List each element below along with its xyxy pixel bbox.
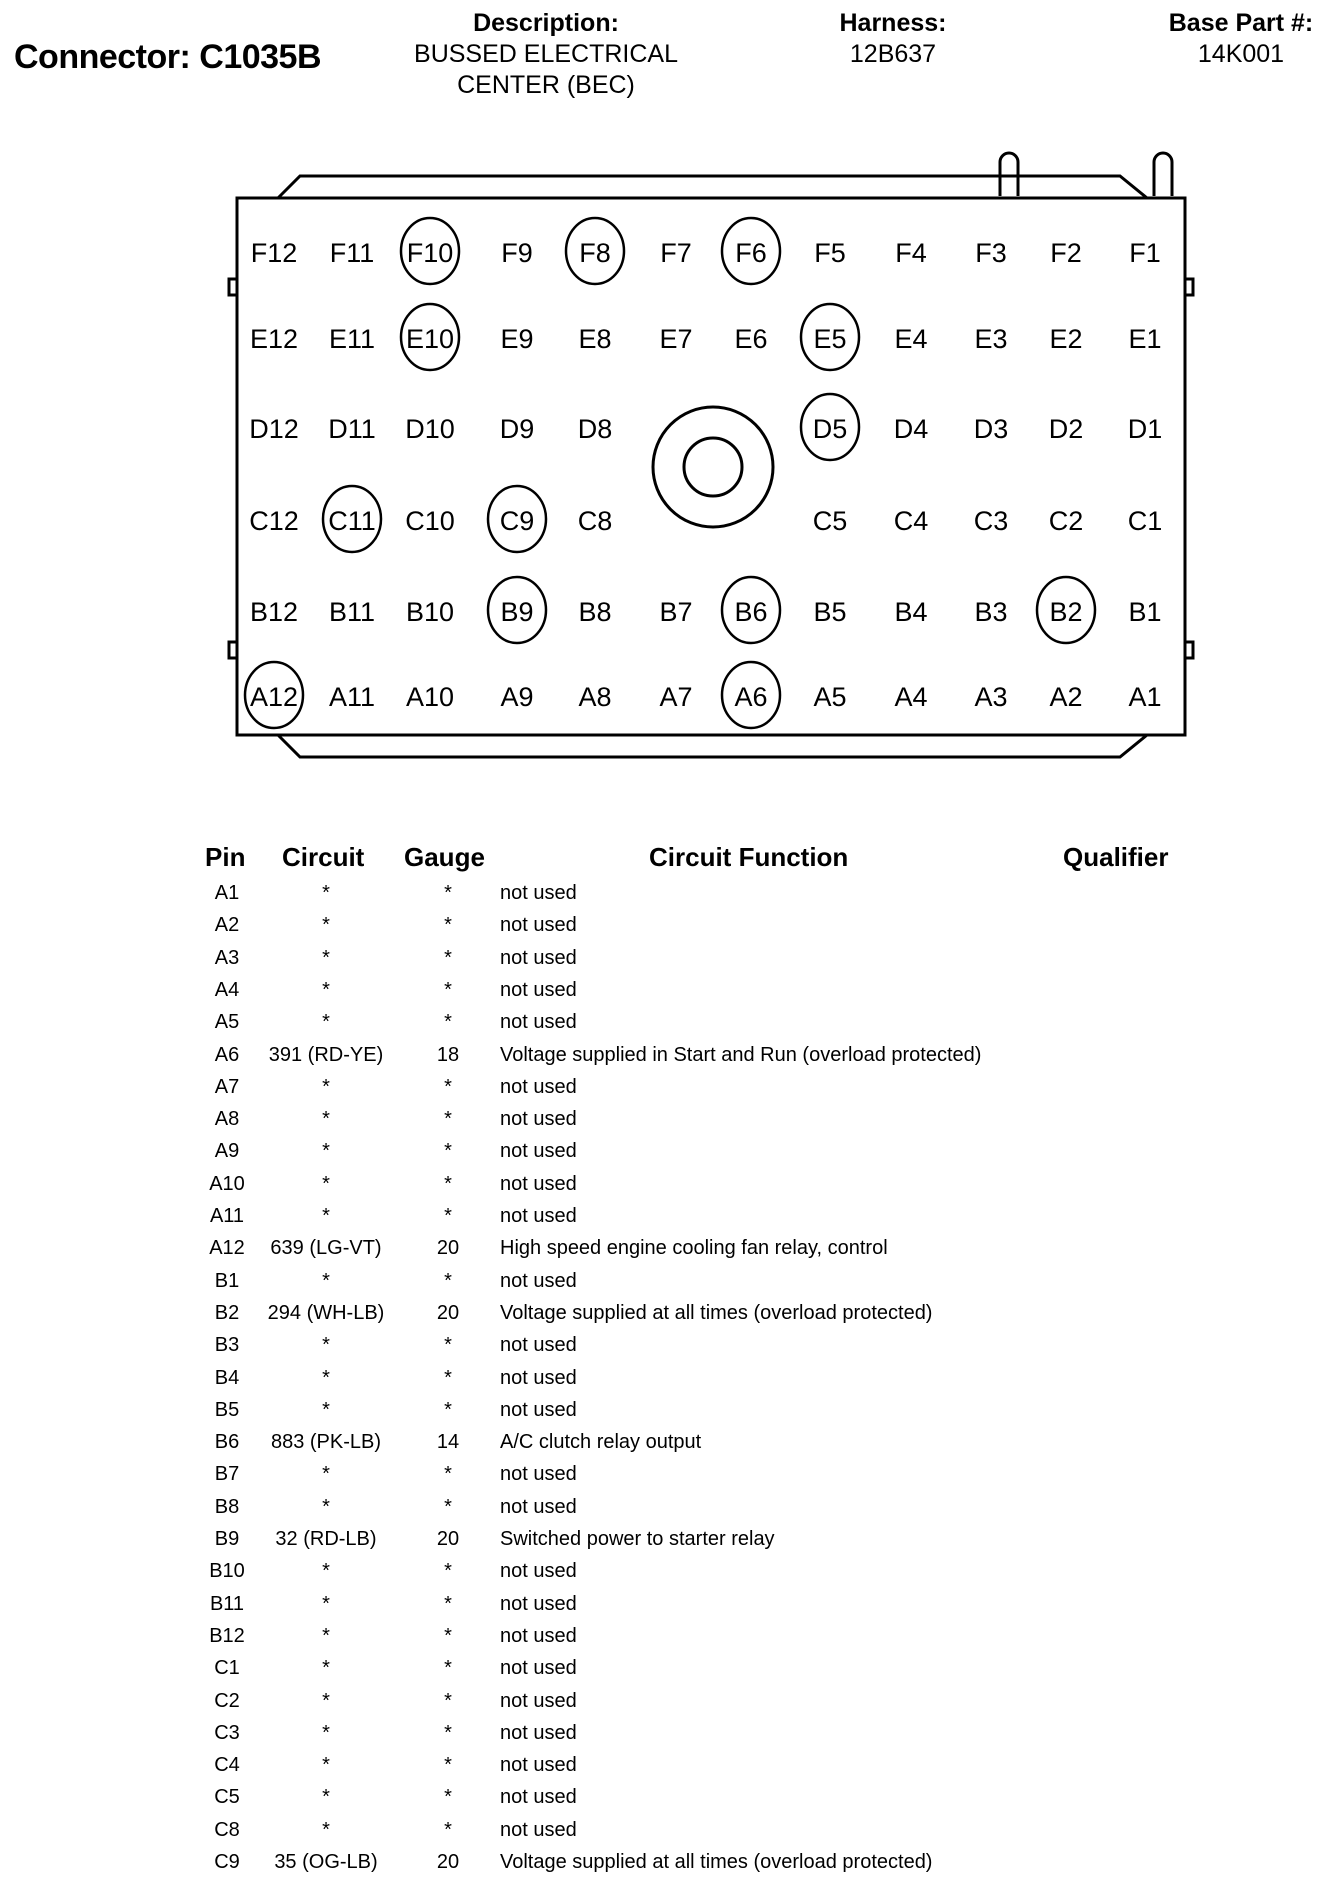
pin-label-a8: A8 bbox=[578, 682, 612, 712]
cell-function: not used bbox=[500, 1721, 577, 1744]
pin-label-d12: D12 bbox=[249, 414, 299, 444]
pin-label-d9: D9 bbox=[499, 414, 535, 444]
table-row bbox=[0, 1815, 1328, 1847]
cell-function: not used bbox=[500, 978, 577, 1001]
table-row bbox=[0, 1459, 1328, 1491]
pin-label-c1: C1 bbox=[1127, 506, 1163, 536]
cell-gauge: * bbox=[444, 914, 452, 937]
cell-function: not used bbox=[500, 1657, 577, 1680]
housing-bottom-rail bbox=[278, 735, 1147, 757]
latch-tab-2 bbox=[1154, 153, 1172, 196]
cell-pin: B11 bbox=[209, 1592, 245, 1615]
table-row bbox=[0, 1395, 1328, 1427]
cell-function: not used bbox=[500, 1172, 577, 1195]
pin-label-e12: E12 bbox=[249, 324, 299, 354]
cell-gauge: * bbox=[444, 1108, 452, 1131]
pin-label-a12: A12 bbox=[249, 682, 299, 712]
cell-function: not used bbox=[500, 1754, 577, 1777]
cell-pin: A11 bbox=[209, 1205, 245, 1227]
col-header-gauge: Gauge bbox=[404, 842, 485, 872]
cell-gauge: * bbox=[444, 978, 452, 1001]
cell-gauge: * bbox=[444, 882, 452, 904]
pin-label-f2: F2 bbox=[1050, 238, 1082, 268]
cell-function: not used bbox=[500, 1592, 577, 1615]
pin-label-f9: F9 bbox=[501, 238, 533, 268]
pin-label-c3: C3 bbox=[973, 506, 1009, 536]
pin-label-e2: E2 bbox=[1049, 324, 1083, 354]
pin-label-d10: D10 bbox=[405, 414, 455, 444]
cell-function: Voltage supplied in Start and Run (overload protected) bbox=[500, 1043, 982, 1066]
cell-gauge: * bbox=[444, 1140, 452, 1163]
cell-pin: A8 bbox=[214, 1108, 240, 1131]
cell-pin: A4 bbox=[214, 978, 240, 1001]
pin-label-a6: A6 bbox=[734, 682, 768, 712]
cell-function: not used bbox=[500, 1334, 577, 1357]
pin-label-c9: C9 bbox=[499, 506, 535, 536]
table-row bbox=[0, 1686, 1328, 1718]
cell-function: not used bbox=[500, 1205, 577, 1227]
pin-label-f12: F12 bbox=[250, 238, 298, 268]
cell-gauge: 20 bbox=[436, 1851, 460, 1873]
cell-circuit: 883 (PK-LB) bbox=[270, 1431, 382, 1454]
cell-gauge: * bbox=[444, 1786, 452, 1809]
cell-pin: A10 bbox=[209, 1172, 245, 1195]
base-part-value: 14K001 bbox=[1197, 40, 1285, 68]
cell-circuit: * bbox=[322, 1495, 330, 1518]
pin-label-d3: D3 bbox=[973, 414, 1009, 444]
cell-gauge: * bbox=[444, 1398, 452, 1421]
cell-function: not used bbox=[500, 882, 577, 904]
cell-gauge: * bbox=[444, 1754, 452, 1777]
cell-gauge: * bbox=[444, 1721, 452, 1744]
table-row bbox=[0, 1136, 1328, 1168]
cell-gauge: * bbox=[444, 1592, 452, 1615]
cell-pin: B3 bbox=[214, 1334, 240, 1357]
pin-label-e9: E9 bbox=[500, 324, 534, 354]
cell-gauge: 20 bbox=[436, 1528, 460, 1550]
cell-circuit: * bbox=[322, 978, 330, 1001]
cell-circuit: * bbox=[322, 1560, 330, 1583]
cell-gauge: * bbox=[444, 1205, 452, 1227]
side-tab-right-bottom bbox=[1185, 642, 1193, 658]
table-row bbox=[0, 1847, 1328, 1879]
cell-function: Switched power to starter relay bbox=[500, 1528, 775, 1550]
connector-title: Connector: C1035B bbox=[14, 38, 322, 76]
pin-label-b6: B6 bbox=[734, 597, 768, 627]
pin-label-b12: B12 bbox=[249, 597, 299, 627]
cell-gauge: * bbox=[444, 1689, 452, 1712]
cell-circuit: * bbox=[322, 1366, 330, 1389]
cell-function: not used bbox=[500, 1818, 577, 1841]
table-row bbox=[0, 1298, 1328, 1330]
table-row bbox=[0, 1169, 1328, 1201]
cell-pin: B10 bbox=[209, 1560, 245, 1583]
cell-gauge: 20 bbox=[436, 1301, 460, 1324]
pin-label-c11: C11 bbox=[328, 506, 376, 536]
pin-label-c4: C4 bbox=[893, 506, 929, 536]
cell-pin: A3 bbox=[214, 946, 240, 969]
col-header-circuit: Circuit bbox=[282, 842, 365, 872]
cell-function: not used bbox=[500, 1366, 577, 1389]
table-row bbox=[0, 1718, 1328, 1750]
cell-function: not used bbox=[500, 1786, 577, 1809]
pin-label-a3: A3 bbox=[974, 682, 1008, 712]
description-label: Description: bbox=[473, 9, 619, 37]
cell-gauge: * bbox=[444, 1657, 452, 1680]
cell-gauge: * bbox=[444, 1075, 452, 1098]
cell-function: High speed engine cooling fan relay, control bbox=[500, 1237, 888, 1260]
pin-label-d1: D1 bbox=[1127, 414, 1163, 444]
cell-circuit: 32 (RD-LB) bbox=[275, 1528, 377, 1550]
cell-circuit: * bbox=[322, 1075, 330, 1098]
table-row bbox=[0, 975, 1328, 1007]
cell-circuit: * bbox=[322, 1463, 330, 1486]
table-row bbox=[0, 1556, 1328, 1588]
pin-label-b11: B11 bbox=[328, 597, 376, 627]
pin-label-e4: E4 bbox=[894, 324, 928, 354]
pin-label-a4: A4 bbox=[894, 682, 928, 712]
cell-function: A/C clutch relay output bbox=[500, 1431, 702, 1454]
table-row bbox=[0, 1363, 1328, 1395]
cell-circuit: * bbox=[322, 1011, 330, 1034]
pin-label-a1: A1 bbox=[1128, 682, 1162, 712]
cell-gauge: * bbox=[444, 1269, 452, 1292]
cell-function: not used bbox=[500, 1075, 577, 1098]
table-row bbox=[0, 1621, 1328, 1653]
table-row bbox=[0, 1072, 1328, 1104]
cell-function: not used bbox=[500, 1011, 577, 1034]
col-header-pin: Pin bbox=[205, 842, 246, 872]
pin-label-a7: A7 bbox=[659, 682, 693, 712]
cell-circuit: * bbox=[322, 1205, 330, 1227]
cell-pin: A7 bbox=[214, 1075, 240, 1098]
pin-label-b3: B3 bbox=[974, 597, 1008, 627]
pin-label-c10: C10 bbox=[405, 506, 455, 536]
cell-gauge: * bbox=[444, 1495, 452, 1518]
cell-function: not used bbox=[500, 1689, 577, 1712]
cell-circuit: * bbox=[322, 914, 330, 937]
cell-circuit: 35 (OG-LB) bbox=[274, 1851, 378, 1873]
pin-label-f8: F8 bbox=[579, 238, 611, 268]
pin-label-b1: B1 bbox=[1128, 597, 1162, 627]
cell-pin: C4 bbox=[214, 1754, 240, 1777]
cell-pin: B5 bbox=[214, 1398, 240, 1421]
table-row bbox=[0, 1233, 1328, 1265]
cell-function: Voltage supplied at all times (overload protected) bbox=[500, 1301, 933, 1324]
cell-circuit: * bbox=[322, 1721, 330, 1744]
pin-label-c8: C8 bbox=[577, 506, 613, 536]
cell-function: not used bbox=[500, 1398, 577, 1421]
table-row bbox=[0, 1750, 1328, 1782]
cell-circuit: * bbox=[322, 1334, 330, 1357]
cell-circuit: 639 (LG-VT) bbox=[270, 1237, 382, 1260]
cell-pin: C8 bbox=[214, 1818, 240, 1841]
cell-gauge: * bbox=[444, 1560, 452, 1583]
pin-label-a5: A5 bbox=[813, 682, 847, 712]
cell-pin: C2 bbox=[214, 1689, 240, 1712]
pin-label-b7: B7 bbox=[659, 597, 693, 627]
cell-pin: A2 bbox=[214, 914, 240, 937]
cell-pin: A12 bbox=[209, 1237, 245, 1260]
pin-label-f10: F10 bbox=[406, 238, 454, 268]
cell-pin: B12 bbox=[209, 1624, 245, 1647]
side-tab-right-top bbox=[1185, 279, 1193, 295]
table-row bbox=[0, 1330, 1328, 1362]
table-row bbox=[0, 1201, 1328, 1233]
pin-label-e8: E8 bbox=[578, 324, 612, 354]
cell-gauge: * bbox=[444, 1624, 452, 1647]
cell-pin: C3 bbox=[214, 1721, 240, 1744]
table-row bbox=[0, 910, 1328, 942]
cell-pin: A1 bbox=[214, 882, 240, 904]
cell-circuit: * bbox=[322, 1108, 330, 1131]
pin-label-a10: A10 bbox=[405, 682, 455, 712]
cell-pin: B9 bbox=[214, 1528, 240, 1550]
cell-pin: A5 bbox=[214, 1011, 240, 1034]
table-row bbox=[0, 1589, 1328, 1621]
table-row bbox=[0, 1266, 1328, 1298]
cell-gauge: * bbox=[444, 1818, 452, 1841]
table-row bbox=[0, 1524, 1328, 1556]
pin-label-e6: E6 bbox=[734, 324, 768, 354]
cell-gauge: * bbox=[444, 946, 452, 969]
pin-label-e1: E1 bbox=[1128, 324, 1162, 354]
table-row bbox=[0, 1782, 1328, 1814]
cell-circuit: * bbox=[322, 1689, 330, 1712]
pin-label-d11: D11 bbox=[328, 414, 376, 444]
pin-label-c2: C2 bbox=[1048, 506, 1084, 536]
pin-label-b5: B5 bbox=[813, 597, 847, 627]
pin-label-b4: B4 bbox=[894, 597, 928, 627]
col-header-circuit-function: Circuit Function bbox=[649, 842, 849, 872]
cell-function: not used bbox=[500, 914, 577, 937]
cell-circuit: * bbox=[322, 1140, 330, 1163]
pin-label-d2: D2 bbox=[1048, 414, 1084, 444]
cell-pin: A6 bbox=[214, 1043, 240, 1066]
table-row bbox=[0, 1104, 1328, 1136]
cell-circuit: 294 (WH-LB) bbox=[267, 1301, 385, 1324]
cell-gauge: 18 bbox=[436, 1043, 460, 1066]
cell-function: not used bbox=[500, 1269, 577, 1292]
cell-gauge: * bbox=[444, 1463, 452, 1486]
side-tab-left-top bbox=[229, 279, 237, 295]
pin-label-e3: E3 bbox=[974, 324, 1008, 354]
cell-pin: B7 bbox=[214, 1463, 240, 1486]
cell-circuit: * bbox=[322, 1398, 330, 1421]
cell-gauge: * bbox=[444, 1334, 452, 1357]
cell-circuit: * bbox=[322, 1754, 330, 1777]
pin-label-a2: A2 bbox=[1049, 682, 1083, 712]
cell-gauge: 14 bbox=[436, 1431, 460, 1454]
pin-label-f3: F3 bbox=[975, 238, 1007, 268]
cell-circuit: 391 (RD-YE) bbox=[268, 1043, 384, 1066]
table-row bbox=[0, 878, 1328, 910]
harness-value: 12B637 bbox=[849, 40, 937, 68]
cell-pin: C9 bbox=[214, 1851, 240, 1873]
cell-pin: C1 bbox=[214, 1657, 240, 1680]
cell-pin: B8 bbox=[214, 1495, 240, 1518]
cell-function: Voltage supplied at all times (overload protected) bbox=[500, 1851, 933, 1873]
center-bolt-outer bbox=[653, 407, 773, 527]
pin-label-a11: A11 bbox=[328, 682, 376, 712]
cell-circuit: * bbox=[322, 946, 330, 969]
cell-circuit: * bbox=[322, 1818, 330, 1841]
cell-function: not used bbox=[500, 1495, 577, 1518]
pin-label-b2: B2 bbox=[1049, 597, 1083, 627]
table-row bbox=[0, 1653, 1328, 1685]
cell-function: not used bbox=[500, 1108, 577, 1131]
col-header-qualifier: Qualifier bbox=[1063, 842, 1169, 872]
cell-gauge: * bbox=[444, 1011, 452, 1034]
pin-label-f4: F4 bbox=[895, 238, 927, 268]
cell-pin: A9 bbox=[214, 1140, 240, 1163]
pin-label-c12: C12 bbox=[249, 506, 299, 536]
cell-circuit: * bbox=[322, 882, 330, 904]
harness-label: Harness: bbox=[839, 9, 947, 37]
pin-label-f6: F6 bbox=[735, 238, 767, 268]
table-row bbox=[0, 1427, 1328, 1459]
base-part-label: Base Part #: bbox=[1168, 9, 1314, 37]
description-line-1: BUSSED ELECTRICAL bbox=[414, 40, 678, 68]
side-tab-left-bottom bbox=[229, 642, 237, 658]
cell-pin: B2 bbox=[214, 1301, 240, 1324]
cell-circuit: * bbox=[322, 1657, 330, 1680]
pin-label-a9: A9 bbox=[500, 682, 534, 712]
pin-label-b9: B9 bbox=[500, 597, 534, 627]
cell-circuit: * bbox=[322, 1624, 330, 1647]
connector-face-diagram bbox=[0, 0, 1328, 780]
description-line-2: CENTER (BEC) bbox=[457, 71, 635, 99]
cell-function: not used bbox=[500, 1140, 577, 1163]
pin-label-d5: D5 bbox=[812, 414, 848, 444]
pin-label-e10: E10 bbox=[405, 324, 455, 354]
cell-circuit: * bbox=[322, 1786, 330, 1809]
pin-label-e5: E5 bbox=[813, 324, 847, 354]
cell-pin: C5 bbox=[214, 1786, 240, 1809]
pin-label-f5: F5 bbox=[814, 238, 846, 268]
pin-label-b10: B10 bbox=[405, 597, 455, 627]
cell-circuit: * bbox=[322, 1172, 330, 1195]
cell-pin: B4 bbox=[214, 1366, 240, 1389]
pin-label-c5: C5 bbox=[812, 506, 848, 536]
pin-label-f11: F11 bbox=[329, 238, 375, 268]
table-row bbox=[0, 1007, 1328, 1039]
cell-function: not used bbox=[500, 1624, 577, 1647]
pin-label-b8: B8 bbox=[578, 597, 612, 627]
cell-function: not used bbox=[500, 1560, 577, 1583]
cell-gauge: * bbox=[444, 1172, 452, 1195]
cell-function: not used bbox=[500, 946, 577, 969]
table-row bbox=[0, 1040, 1328, 1072]
cell-circuit: * bbox=[322, 1269, 330, 1292]
pin-label-f7: F7 bbox=[660, 238, 692, 268]
housing-body bbox=[237, 198, 1185, 735]
pin-label-d8: D8 bbox=[577, 414, 613, 444]
pin-label-e7: E7 bbox=[659, 324, 693, 354]
pin-label-f1: F1 bbox=[1129, 238, 1161, 268]
pin-label-d4: D4 bbox=[893, 414, 929, 444]
cell-gauge: 20 bbox=[436, 1237, 460, 1260]
cell-gauge: * bbox=[444, 1366, 452, 1389]
pin-label-e11: E11 bbox=[328, 324, 376, 354]
center-bolt-inner bbox=[684, 438, 742, 496]
cell-pin: B1 bbox=[214, 1269, 240, 1292]
cell-circuit: * bbox=[322, 1592, 330, 1615]
table-row bbox=[0, 1492, 1328, 1524]
cell-function: not used bbox=[500, 1463, 577, 1486]
cell-pin: B6 bbox=[214, 1431, 240, 1454]
table-row bbox=[0, 943, 1328, 975]
